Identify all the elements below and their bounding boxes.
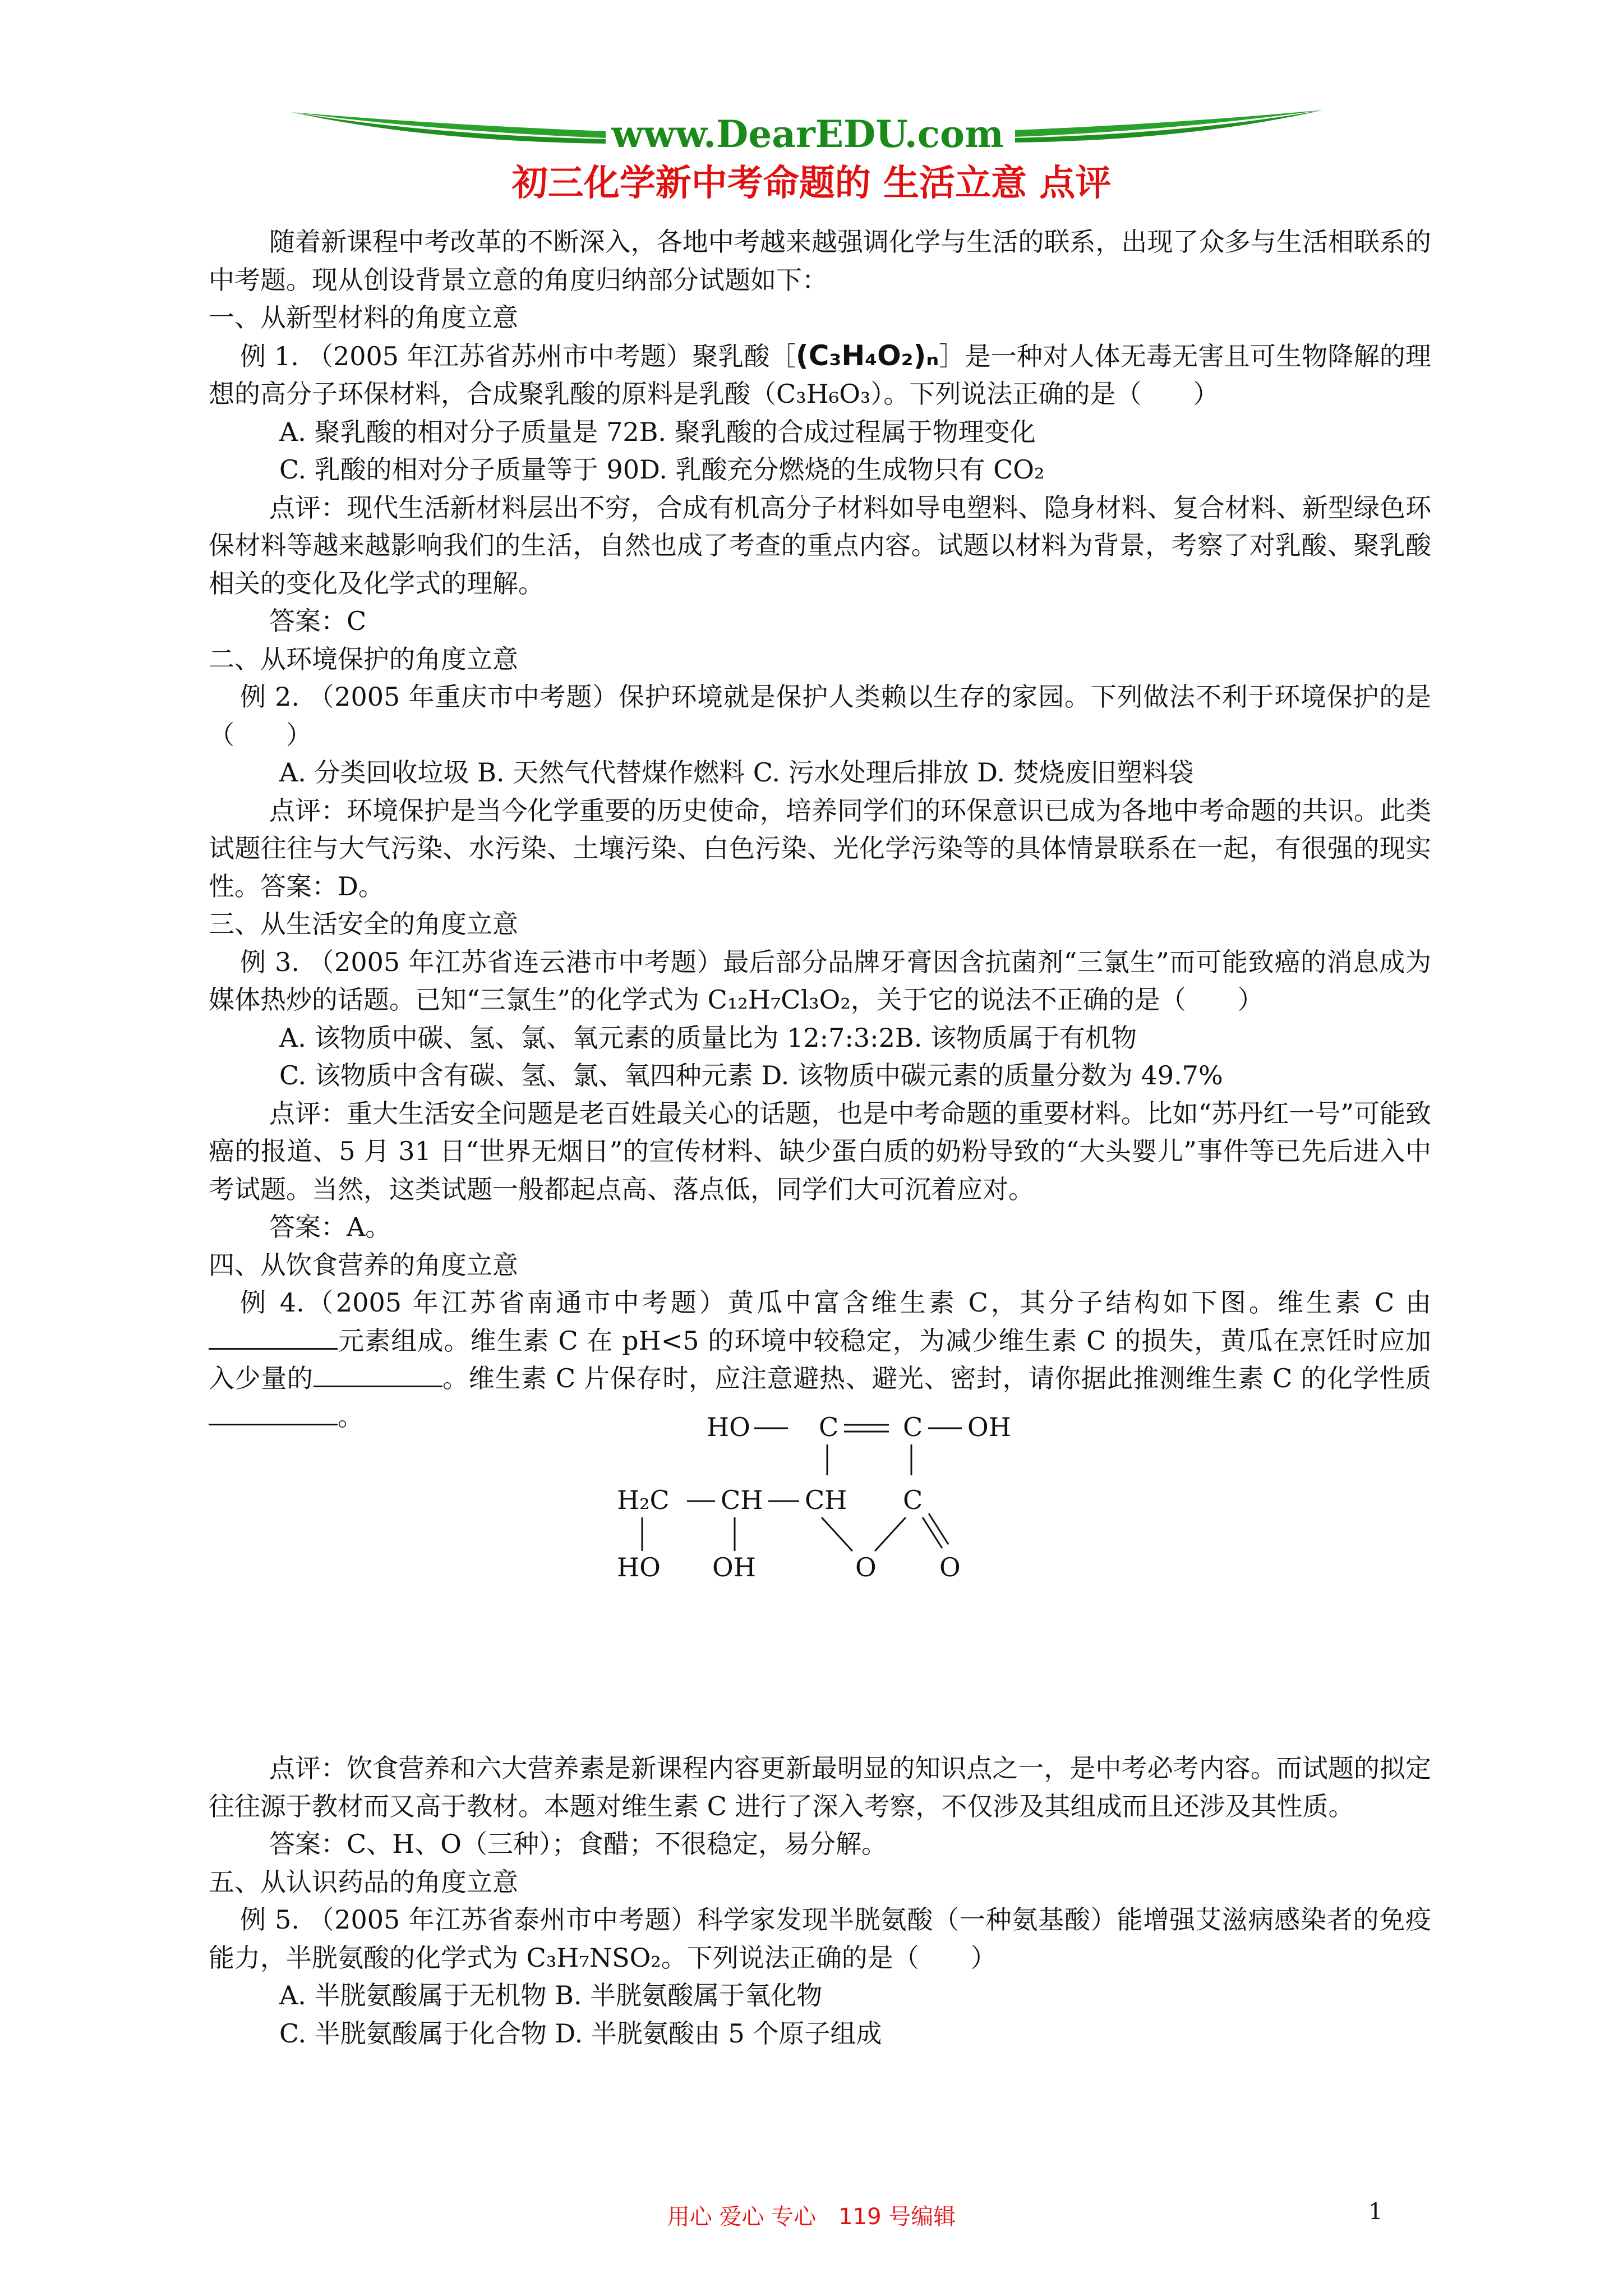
example-5-question: 例 5. （2005 年江苏省泰州市中考题）科学家发现半胱氨酸（一种氨基酸）能增强艾滋病感染者的免疫能力，半胱氨酸的化学式为 C₃H₇NSO₂。下列说法正确的是（ ） — [209, 1904, 1431, 1973]
section-heading-3: 三、从生活安全的角度立意 — [209, 909, 518, 939]
example-3-answer: 答案：A。 — [269, 1212, 391, 1242]
example-5-options-cd: C. 半胱氨酸属于化合物 D. 半胱氨酸由 5 个原子组成 — [279, 2018, 882, 2049]
atom-label-c1: C — [819, 1412, 839, 1442]
polylactic-formula: (C₃H₄O₂)ₙ — [795, 339, 939, 372]
double-bond-d — [929, 1513, 948, 1544]
section-heading-4: 四、从饮食营养的角度立意 — [209, 1249, 518, 1280]
example-4-part-1: 例 4.（2005 年江苏省南通市中考题）黄瓜中富含维生素 C，其分子结构如下图。维生素 C 由 — [240, 1287, 1431, 1318]
atom-label-o-ring: O — [855, 1552, 877, 1582]
section-heading-5: 五、从认识药品的角度立意 — [209, 1866, 518, 1897]
atom-label-c3: C — [903, 1485, 923, 1515]
site-url: www.DearEDU.com — [611, 112, 1004, 156]
answer-blank-1 — [209, 1323, 338, 1350]
atom-label-o-carbonyl: O — [939, 1552, 961, 1582]
example-3-comment: 点评：重大生活安全问题是老百姓最关心的话题，也是中考命题的重要材料。比如“苏丹红一号”可能致癌的报道、5 月 31 日“世界无烟日”的宣传材料、缺少蛋白质的奶粉导致的“大头婴儿”事件等已先后进入中考试题。当然，这类试题一般都起点高、落点低，同学们大可沉着应对。 — [209, 1098, 1431, 1204]
page-number: 1 — [1368, 2199, 1383, 2225]
bond — [875, 1517, 906, 1551]
atom-label-c2: C — [903, 1412, 923, 1442]
example-2-options: A. 分类回收垃圾 B. 天然气代替煤作燃料 C. 污水处理后排放 D. 焚烧废旧塑料袋 — [279, 757, 1194, 788]
example-1-question — [209, 337, 1431, 413]
site-banner — [292, 95, 1324, 157]
example-3-options-ab: A. 该物质中碳、氢、氯、氧元素的质量比为 12:7:3:2B. 该物质属于有机物 — [279, 1022, 1137, 1053]
atom-label-h2c: H₂C — [617, 1485, 670, 1515]
example-4-answer: 答案：C、H、O（三种）；食醋；不很稳定，易分解。 — [269, 1829, 888, 1859]
double-bond-c — [923, 1517, 942, 1548]
atom-label-ch2: CH — [805, 1485, 847, 1515]
example-1-answer: 答案：C — [269, 606, 367, 636]
intro-paragraph: 随着新课程中考改革的不断深入，各地中考越来越强调化学与生活的联系，出现了众多与生活相联系的中考题。现从创设背景立意的角度归纳部分试题如下： — [209, 227, 1431, 295]
answer-blank-2 — [313, 1361, 442, 1387]
vitamin-c-structure-diagram — [594, 1391, 1032, 1694]
example-4-part-3: 。维生素 C 片保存时，应注意避热、避光、密封，请你据此推测维生素 C 的化学性质 — [442, 1363, 1431, 1393]
atom-label-ho-bottom: HO — [617, 1552, 661, 1582]
article-body — [209, 223, 1431, 2053]
answer-blank-3 — [209, 1399, 338, 1425]
section-heading-1: 一、从新型材料的角度立意 — [209, 302, 518, 333]
bond — [822, 1517, 852, 1551]
example-1-options-ab: A. 聚乳酸的相对分子质量是 72B. 聚乳酸的合成过程属于物理变化 — [279, 416, 1036, 447]
example-1-pre: 例 1. （2005 年江苏省苏州市中考题）聚乳酸［ — [240, 341, 796, 371]
example-3-options-cd: C. 该物质中含有碳、氢、氯、氧四种元素 D. 该物质中碳元素的质量分数为 49.7% — [279, 1060, 1223, 1091]
page-footer: 用心 爱心 专心 119 号编辑 — [667, 2204, 956, 2230]
example-1-options-cd: C. 乳酸的相对分子质量等于 90D. 乳酸充分燃烧的生成物只有 CO₂ — [279, 454, 1045, 485]
atom-label-oh-bottom: OH — [712, 1552, 756, 1582]
example-2-question: 例 2. （2005 年重庆市中考题）保护环境就是保护人类赖以生存的家园。下列做法不利于环境保护的是（ ） — [209, 682, 1431, 750]
example-4-part-4: 。 — [338, 1401, 363, 1432]
atom-label-ch1: CH — [721, 1485, 763, 1515]
example-4-part-2: 元素组成。维生素 C 在 pH<5 的环境中较稳定，为减少维生素 C 的损失，黄瓜在烹饪时应加入少量的 — [209, 1325, 1431, 1393]
example-3-question: 例 3. （2005 年江苏省连云港市中考题）最后部分品牌牙膏因含抗菌剂“三氯生”而可能致癌的消息成为媒体热炒的话题。已知“三氯生”的化学式为 C₁₂H₇Cl₃O₂，关于它的说法不正确的是（ ） — [209, 946, 1431, 1015]
example-5-options-ab: A. 半胱氨酸属于无机物 B. 半胱氨酸属于氧化物 — [279, 1980, 823, 2010]
example-4-comment: 点评：饮食营养和六大营养素是新课程内容更新最明显的知识点之一，是中考必考内容。而试题的拟定往往源于教材而又高于教材。本题对维生素 C 进行了深入考察，不仅涉及其组成而且还涉及其性质。 — [209, 1753, 1431, 1821]
page-title: 初三化学新中考命题的 生活立意 点评 — [511, 163, 1112, 204]
example-1-comment: 点评：现代生活新材料层出不穷，合成有机高分子材料如导电塑料、隐身材料、复合材料、新型绿色环保材料等越来越影响我们的生活，自然也成了考查的重点内容。试题以材料为背景，考察了对乳酸、聚乳酸相关的变化及化学式的理解。 — [209, 492, 1431, 599]
example-1-post: ］是一种对人体无毒无害且可生物降解的理想的高分子环保材料，合成聚乳酸的原料是乳酸（C₃H₆O₃）。下列说法正确的是（ ） — [209, 341, 1432, 409]
example-2-comment: 点评：环境保护是当今化学重要的历史使命，培养同学们的环保意识已成为各地中考命题的共识。此类试题往往与大气污染、水污染、土壤污染、白色污染、光化学污染等的具体情景联系在一起，有很强的现实性。答案：D。 — [209, 795, 1431, 901]
atom-label-ho-top: HO — [707, 1412, 750, 1442]
atom-label-oh-top: OH — [967, 1412, 1011, 1442]
section-heading-2: 二、从环境保护的角度立意 — [209, 643, 518, 674]
